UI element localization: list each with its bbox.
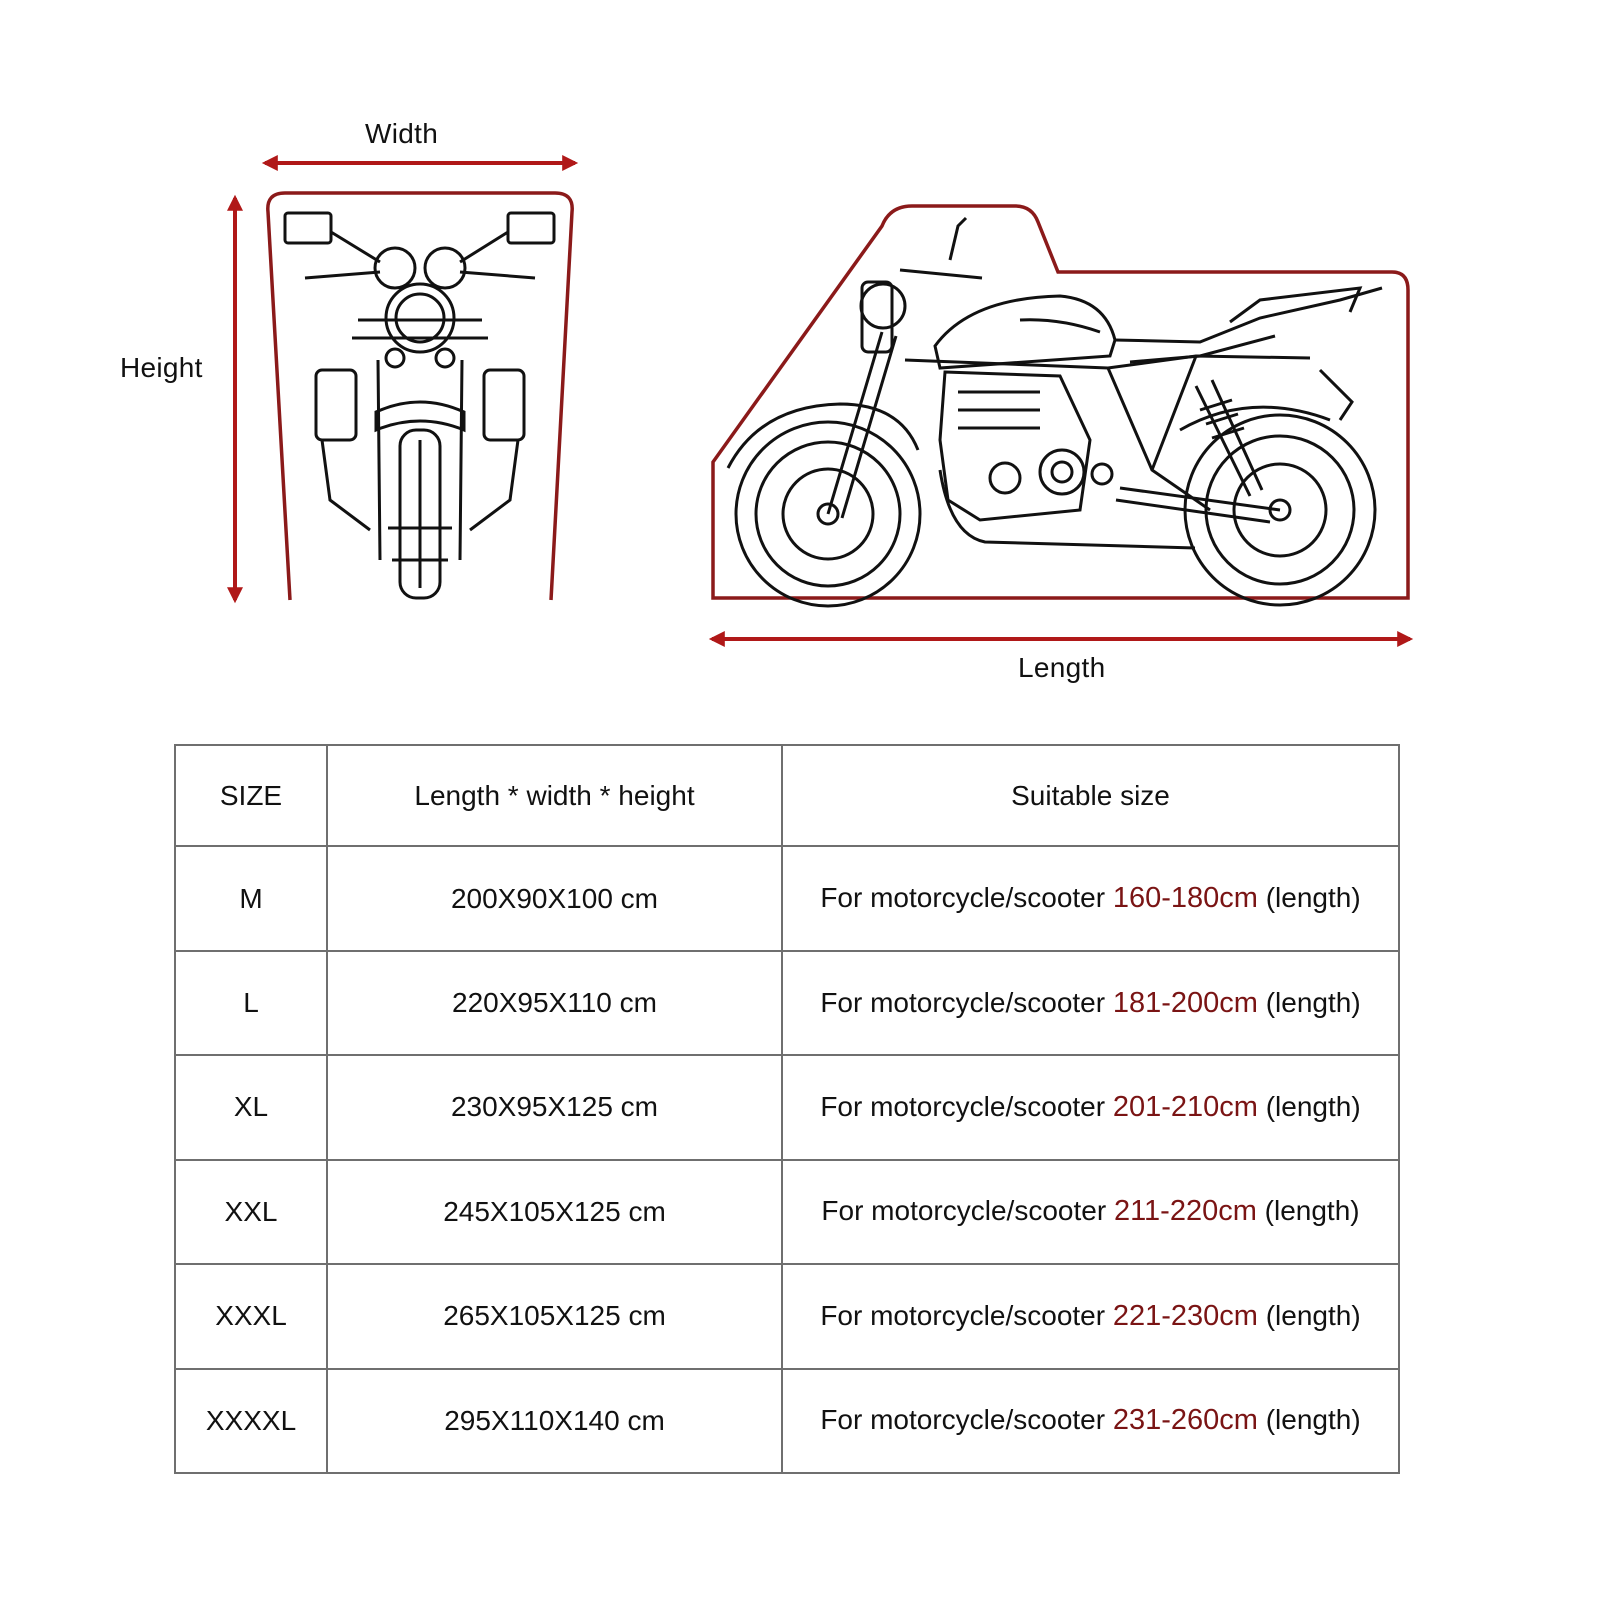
dimensions-cell: 265X105X125 cm (327, 1264, 782, 1368)
header-size: SIZE (175, 745, 327, 846)
front-motorcycle-drawing (285, 213, 554, 598)
length-label: Length (1018, 652, 1106, 683)
suitable-suffix: (length) (1257, 1299, 1361, 1331)
diagram-drawing (0, 0, 1600, 700)
length-range: 211-220cm (1113, 1195, 1257, 1228)
suitable-size-cell (782, 1160, 1399, 1264)
header-dimensions: Length * width * height (327, 745, 782, 846)
size-cell: XL (175, 1055, 327, 1159)
side-cover-outline (713, 206, 1408, 598)
table-row (175, 1055, 1399, 1159)
dimensions-cell: 230X95X125 cm (327, 1055, 782, 1159)
size-cell: XXXXL (175, 1369, 327, 1473)
suitable-size-cell (782, 1055, 1399, 1159)
table-row (175, 951, 1399, 1055)
suitable-prefix: For motorcycle/scooter (820, 986, 1113, 1018)
suitable-size-cell (782, 1369, 1399, 1473)
suitable-prefix: For motorcycle/scooter (820, 1404, 1113, 1436)
suitable-suffix: (length) (1257, 1090, 1361, 1122)
suitable-suffix: (length) (1257, 986, 1361, 1018)
suitable-prefix: For motorcycle/scooter (820, 1090, 1113, 1122)
suitable-suffix: (length) (1257, 1404, 1361, 1436)
suitable-suffix: (length) (1257, 882, 1361, 914)
size-cell: XXXL (175, 1264, 327, 1368)
table-header-row (175, 745, 1399, 846)
dimensions-cell: 200X90X100 cm (327, 846, 782, 950)
table-row (175, 1264, 1399, 1368)
table-row (175, 1160, 1399, 1264)
width-label: Width (365, 118, 439, 149)
length-range: 160-180cm (1112, 882, 1258, 915)
suitable-prefix: For motorcycle/scooter (820, 1299, 1113, 1331)
dimensions-cell: 245X105X125 cm (327, 1160, 782, 1264)
table-row (175, 846, 1399, 950)
dimension-diagram (0, 0, 1600, 700)
suitable-size-cell (782, 1264, 1399, 1368)
size-chart-table (174, 744, 1400, 1474)
size-cell: L (175, 951, 327, 1055)
suitable-suffix: (length) (1256, 1195, 1360, 1227)
header-suitable-size: Suitable size (782, 745, 1399, 846)
size-cell: XXL (175, 1160, 327, 1264)
suitable-size-cell (782, 951, 1399, 1055)
suitable-prefix: For motorcycle/scooter (821, 1195, 1114, 1227)
dimensions-cell: 295X110X140 cm (327, 1369, 782, 1473)
height-label: Height (120, 352, 203, 383)
size-cell: M (175, 846, 327, 950)
length-range: 221-230cm (1112, 1299, 1258, 1332)
suitable-size-cell (782, 846, 1399, 950)
length-range: 201-210cm (1112, 1090, 1258, 1123)
length-range: 181-200cm (1112, 986, 1258, 1019)
table-row (175, 1369, 1399, 1473)
dimensions-cell: 220X95X110 cm (327, 951, 782, 1055)
length-range: 231-260cm (1112, 1404, 1258, 1437)
suitable-prefix: For motorcycle/scooter (820, 882, 1113, 914)
side-motorcycle-drawing (728, 218, 1382, 606)
